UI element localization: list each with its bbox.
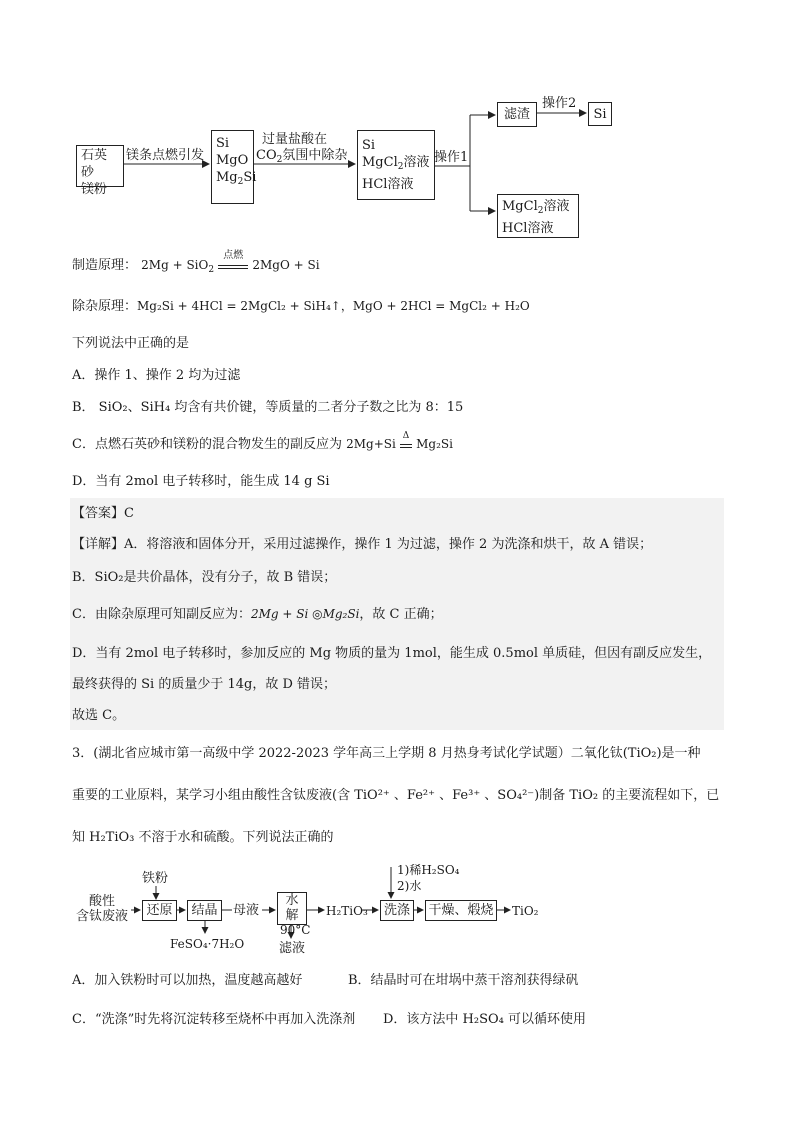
detail-d-line2: 最终获得的 Si 的质量少于 14g，故 D 错误； (72, 677, 337, 692)
flow1-remove-label1: 过量盐酸在 (262, 132, 328, 147)
flow1-box2-line3: $Mg_2Si$ (216, 170, 257, 187)
flow2-reagent2: 2)水 (397, 879, 422, 893)
q2-option-c: C．点燃石英砂和镁粉的混合物发生的副反应为 2Mg+Si Δ Mg₂Si (72, 431, 453, 452)
detail-b: B．SiO₂是共价晶体，没有分子，故 B 错误； (72, 570, 337, 585)
flow2-start (70, 894, 134, 924)
detail-a: 【详解】A．将溶液和固体分开，采用过滤操作，操作 1 为过滤，操作 2 为洗涤和烘干，故 A 错误； (72, 537, 653, 552)
flow1-bottom-line2: HCl溶液 (502, 221, 554, 236)
flow1-residue-box (497, 102, 537, 127)
flow1-box3-line2: MgCl$_2$溶液 (362, 155, 430, 172)
flow1-op2-label: 操作2 (542, 96, 577, 111)
q2-option-d: D．当有 2mol 电子转移时，能生成 14 g Si (72, 474, 330, 489)
q3-line3: 知 H₂TiO₃ 不溶于水和硫酸。下列说法正确的 (72, 830, 334, 845)
flow1-box3 (357, 130, 435, 200)
q3-option-c: C．“洗涤”时先将沉淀转移至烧杯中再加入洗涤剂 (72, 1012, 356, 1027)
flow2-reduce-label: 还原 (146, 903, 173, 918)
flow1-op1-label: 操作1 (434, 150, 469, 165)
make-eq-right: 2MgO + Si (252, 258, 320, 272)
flow2-product: TiO₂ (512, 904, 539, 918)
flow2-reagent1: 1)稀H₂SO₄ (397, 863, 460, 877)
flow2-byproduct: FeSO₄·7H₂O (170, 937, 245, 951)
make-principle (72, 250, 320, 278)
flow2-start-line2: 含钛废液 (75, 909, 128, 924)
q3-option-b: B．结晶时可在坩埚中蒸干溶剂获得绿矾 (348, 973, 579, 988)
flow2-hydro-line2: 90°C (280, 923, 311, 937)
conclusion: 故选 C。 (72, 708, 126, 723)
remove-eq: Mg₂Si + 4HCl = 2MgCl₂ + SiH₄↑，MgO + 2HCl = MgCl₂ + H₂O (137, 299, 530, 313)
flow2-wash-label: 洗涤 (383, 903, 410, 918)
flow1-start-box (76, 145, 124, 197)
q3-line1: 3．(湖北省应城市第一高级中学 2022-2023 学年高三上学期 8 月热身考试化学试题）二氧化钛(TiO₂)是一种 (72, 746, 701, 761)
make-eq-left: 2Mg + SiO$_2$ (141, 258, 215, 275)
q2-option-b: B． SiO₂、SiH₄ 均含有共价键，等质量的二者分子数之比为 8：15 (72, 400, 464, 415)
flow2-mother: 母液 (233, 903, 260, 918)
flow1-bottom-line1: MgCl$_2$溶液 (502, 199, 570, 216)
make-principle-label: 制造原理： (72, 258, 138, 273)
flow2-start-line1: 酸性 (88, 894, 115, 909)
q3-line2: 重要的工业原料，某学习小组由酸性含钛废液(含 TiO²⁺ 、Fe²⁺ 、Fe³⁺ 、SO₄²⁻)制备 TiO₂ 的主要流程如下，已 (72, 788, 720, 803)
flow2-iron: 铁粉 (142, 871, 169, 886)
flow1-start-line2: 镁粉 (81, 182, 108, 197)
q2-stem: 下列说法中正确的是 (72, 336, 190, 351)
flow1-box2-line2: MgO (216, 153, 249, 168)
remove-principle-label: 除杂原理： (72, 299, 138, 314)
flow2-dry-box (425, 900, 497, 921)
flow2-h2tio3: H₂TiO₃ (326, 904, 368, 918)
remove-principle (72, 298, 530, 315)
flow1-ignite-label: 镁条点燃引发 (126, 148, 205, 163)
flow2-wash-box (380, 900, 414, 921)
flow2-hydro-line1: 水解 (285, 893, 299, 923)
flow1-residue-label: 滤渣 (503, 107, 530, 122)
flow1-start-line1: 石英砂 (81, 148, 108, 180)
flow1-si-label: Si (593, 107, 607, 122)
q2-option-a: A．操作 1、操作 2 均为过滤 (72, 368, 241, 383)
q3-option-a: A．加入铁粉时可以加热，温度越高越好 (72, 973, 303, 988)
flow1-box2 (211, 130, 257, 204)
q3-option-d: D．该方法中 H₂SO₄ 可以循环使用 (383, 1012, 587, 1027)
detail-c: C．由除杂原理可知副反应为：2Mg + Si ◎Mg₂Si，故 C 正确； (72, 607, 443, 622)
flow1-si-box (588, 102, 612, 126)
flow2-reduce-box (142, 900, 177, 921)
flow1-remove-label2: $CO_2$氛围中除杂 (256, 148, 348, 165)
flow2-crystal-box (187, 900, 222, 921)
flow1-box3-line1: Si (362, 138, 376, 153)
flow2-hydro-box (277, 892, 311, 937)
detail-d-line1: D．当有 2mol 电子转移时，参加反应的 Mg 物质的量为 1mol，能生成 0.5mol 单质硅，但因有副反应发生， (72, 646, 712, 661)
flow2-filtrate: 滤液 (279, 941, 306, 956)
flow1-box2-line1: Si (216, 136, 230, 151)
flow1-box3-line3: HCl溶液 (362, 177, 414, 192)
flow2-dry-label: 干燥、煅烧 (428, 903, 494, 918)
answer-label: 【答案】C (72, 506, 134, 521)
flow1-bottom-box (497, 194, 579, 238)
flow2-crystal-label: 结晶 (191, 903, 218, 918)
make-eq-condition: 点燃 (218, 259, 248, 269)
